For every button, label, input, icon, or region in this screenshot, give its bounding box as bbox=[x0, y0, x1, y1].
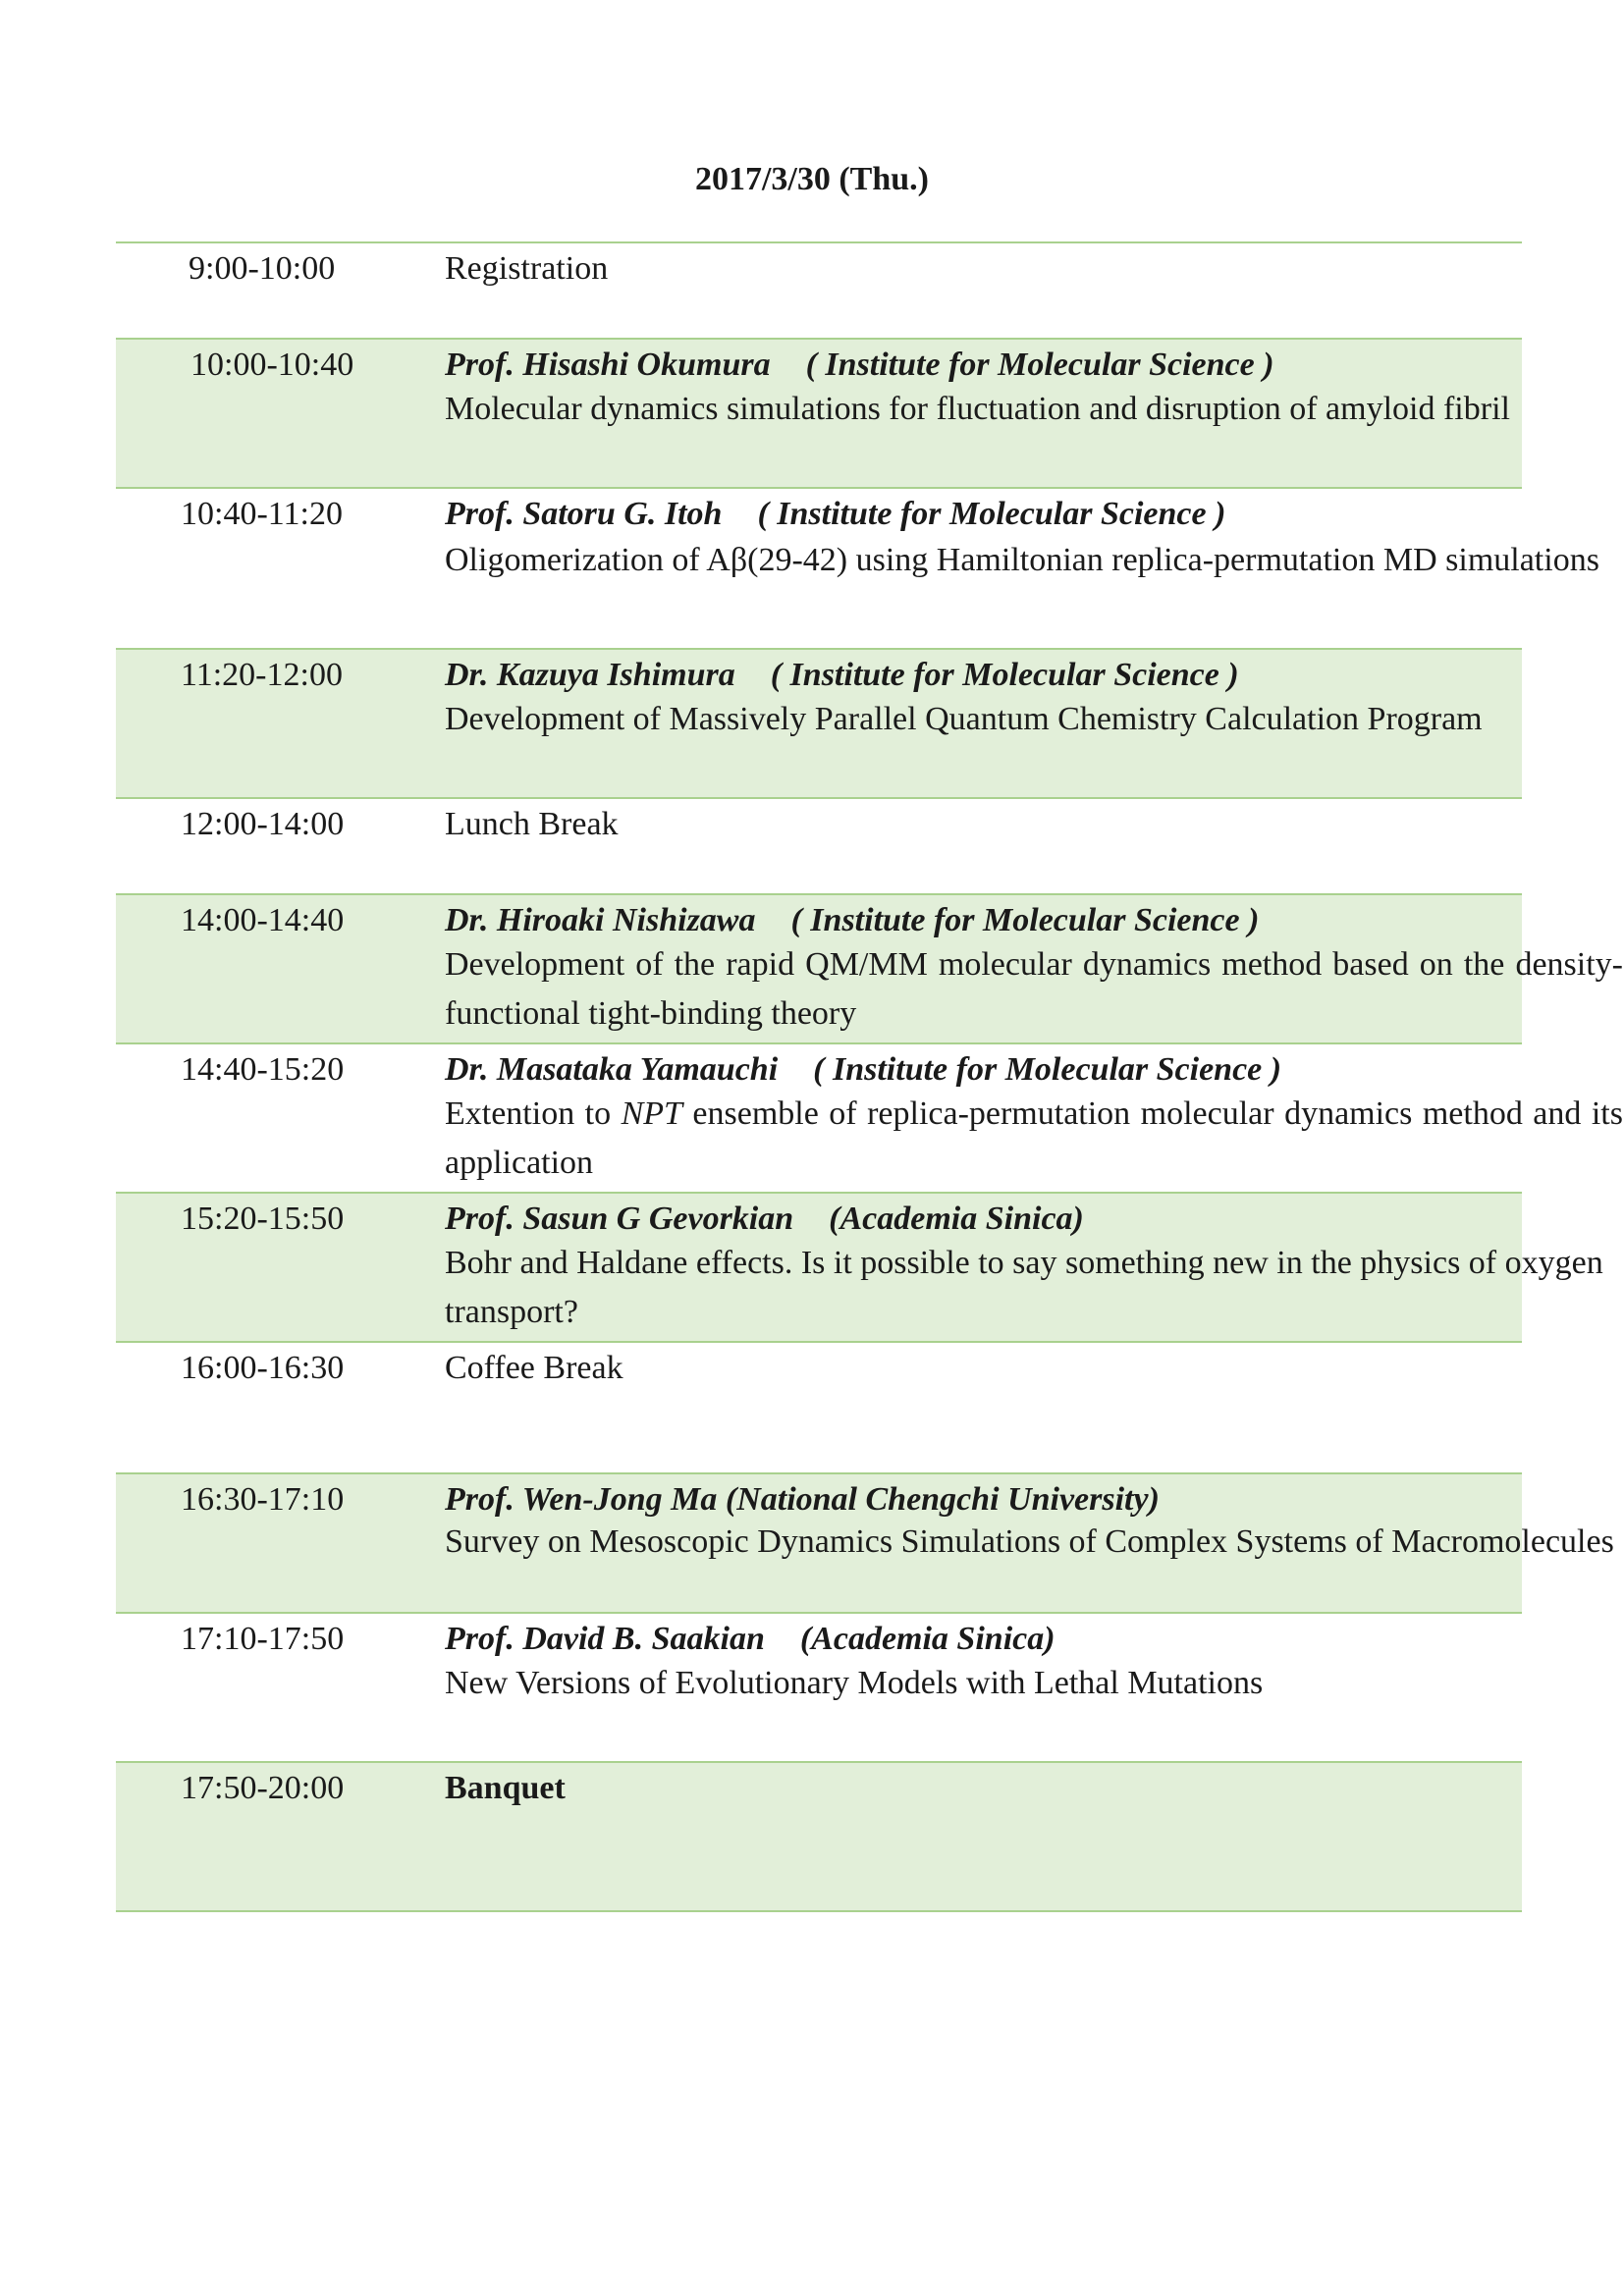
table-row bbox=[116, 1614, 1522, 1763]
speaker-affiliation: ( Institute for Molecular Science ) bbox=[790, 902, 1260, 938]
time-slot: 15:20-15:50 bbox=[181, 1201, 345, 1237]
speaker-affiliation: ( Institute for Molecular Science ) bbox=[813, 1051, 1282, 1088]
talk-title: Development of Massively Parallel Quantum Chemistry Calculation Program bbox=[445, 701, 1483, 737]
speaker-name: Prof. Satoru G. Itoh bbox=[445, 496, 723, 532]
table-row bbox=[116, 1194, 1603, 1343]
speaker-name: Prof. Sasun G Gevorkian bbox=[445, 1201, 794, 1237]
talk-title-part: Oligomerization of A bbox=[445, 542, 731, 578]
time-slot: 9:00-10:00 bbox=[189, 250, 336, 287]
talk-title: Bohr and Haldane effects. Is it possible to say something new in the physics of oxygen transport? bbox=[445, 1245, 1603, 1330]
npt-term: NPT bbox=[621, 1095, 682, 1132]
session-label: Banquet bbox=[445, 1770, 566, 1806]
talk-title bbox=[445, 534, 1623, 587]
time-slot: 10:40-11:20 bbox=[181, 496, 343, 532]
speaker-affiliation: ( Institute for Molecular Science ) bbox=[805, 347, 1274, 383]
table-row bbox=[116, 799, 1522, 895]
speaker-affiliation: (Academia Sinica) bbox=[799, 1621, 1056, 1657]
speaker-name: Dr. Masataka Yamauchi bbox=[445, 1051, 779, 1088]
time-slot: 16:00-16:30 bbox=[181, 1350, 345, 1386]
speaker-name: Prof. David B. Saakian bbox=[445, 1621, 765, 1657]
talk-title-part: ensemble of replica-permutation molecular dynamics method and its application bbox=[445, 1095, 1623, 1181]
time-slot: 12:00-14:00 bbox=[181, 806, 345, 842]
speaker-name: Prof. Wen-Jong Ma (National Chengchi University) bbox=[445, 1481, 1160, 1518]
table-row bbox=[116, 1343, 1522, 1474]
page-title: 2017/3/30 (Thu.) bbox=[694, 161, 930, 197]
table-row bbox=[116, 489, 1599, 650]
talk-title: New Versions of Evolutionary Models with Lethal Mutations bbox=[445, 1665, 1264, 1701]
time-slot: 16:30-17:10 bbox=[181, 1481, 345, 1518]
talk-title-part: Extention to bbox=[445, 1095, 622, 1132]
table-row bbox=[116, 650, 1522, 799]
time-slot: 17:50-20:00 bbox=[181, 1770, 345, 1806]
time-slot: 11:20-12:00 bbox=[181, 657, 343, 693]
time-slot: 14:00-14:40 bbox=[181, 902, 345, 938]
beta-symbol: β bbox=[730, 542, 748, 578]
speaker-affiliation: (Academia Sinica) bbox=[829, 1201, 1084, 1237]
talk-title bbox=[445, 1090, 1623, 1188]
time-slot: 17:10-17:50 bbox=[181, 1621, 345, 1657]
table-row bbox=[116, 340, 1522, 489]
table-row bbox=[116, 895, 1623, 1044]
speaker-name: Dr. Kazuya Ishimura bbox=[445, 657, 735, 693]
session-label: Coffee Break bbox=[445, 1350, 623, 1386]
table-row bbox=[116, 1474, 1614, 1614]
talk-title-part: (29-42) using Hamiltonian replica-permutation MD simulations bbox=[747, 542, 1599, 578]
speaker-affiliation: ( Institute for Molecular Science ) bbox=[757, 496, 1226, 532]
table-row bbox=[116, 243, 1522, 340]
talk-title: Molecular dynamics simulations for fluctuation and disruption of amyloid fibril bbox=[445, 391, 1510, 427]
session-label: Lunch Break bbox=[445, 806, 619, 842]
speaker-affiliation: ( Institute for Molecular Science ) bbox=[770, 657, 1239, 693]
table-row bbox=[116, 1763, 1522, 1912]
time-slot: 14:40-15:20 bbox=[181, 1051, 345, 1088]
talk-title: Development of the rapid QM/MM molecular dynamics method based on the density-functional tight-binding theory bbox=[445, 946, 1623, 1032]
speaker-name: Prof. Hisashi Okumura bbox=[445, 347, 771, 383]
time-slot: 10:00-10:40 bbox=[190, 347, 354, 383]
table-row bbox=[116, 1044, 1623, 1194]
schedule-table bbox=[116, 241, 1623, 1912]
talk-title: Survey on Mesoscopic Dynamics Simulations of Complex Systems of Macromolecules bbox=[445, 1523, 1614, 1560]
speaker-name: Dr. Hiroaki Nishizawa bbox=[445, 902, 756, 938]
session-label: Registration bbox=[445, 250, 609, 287]
